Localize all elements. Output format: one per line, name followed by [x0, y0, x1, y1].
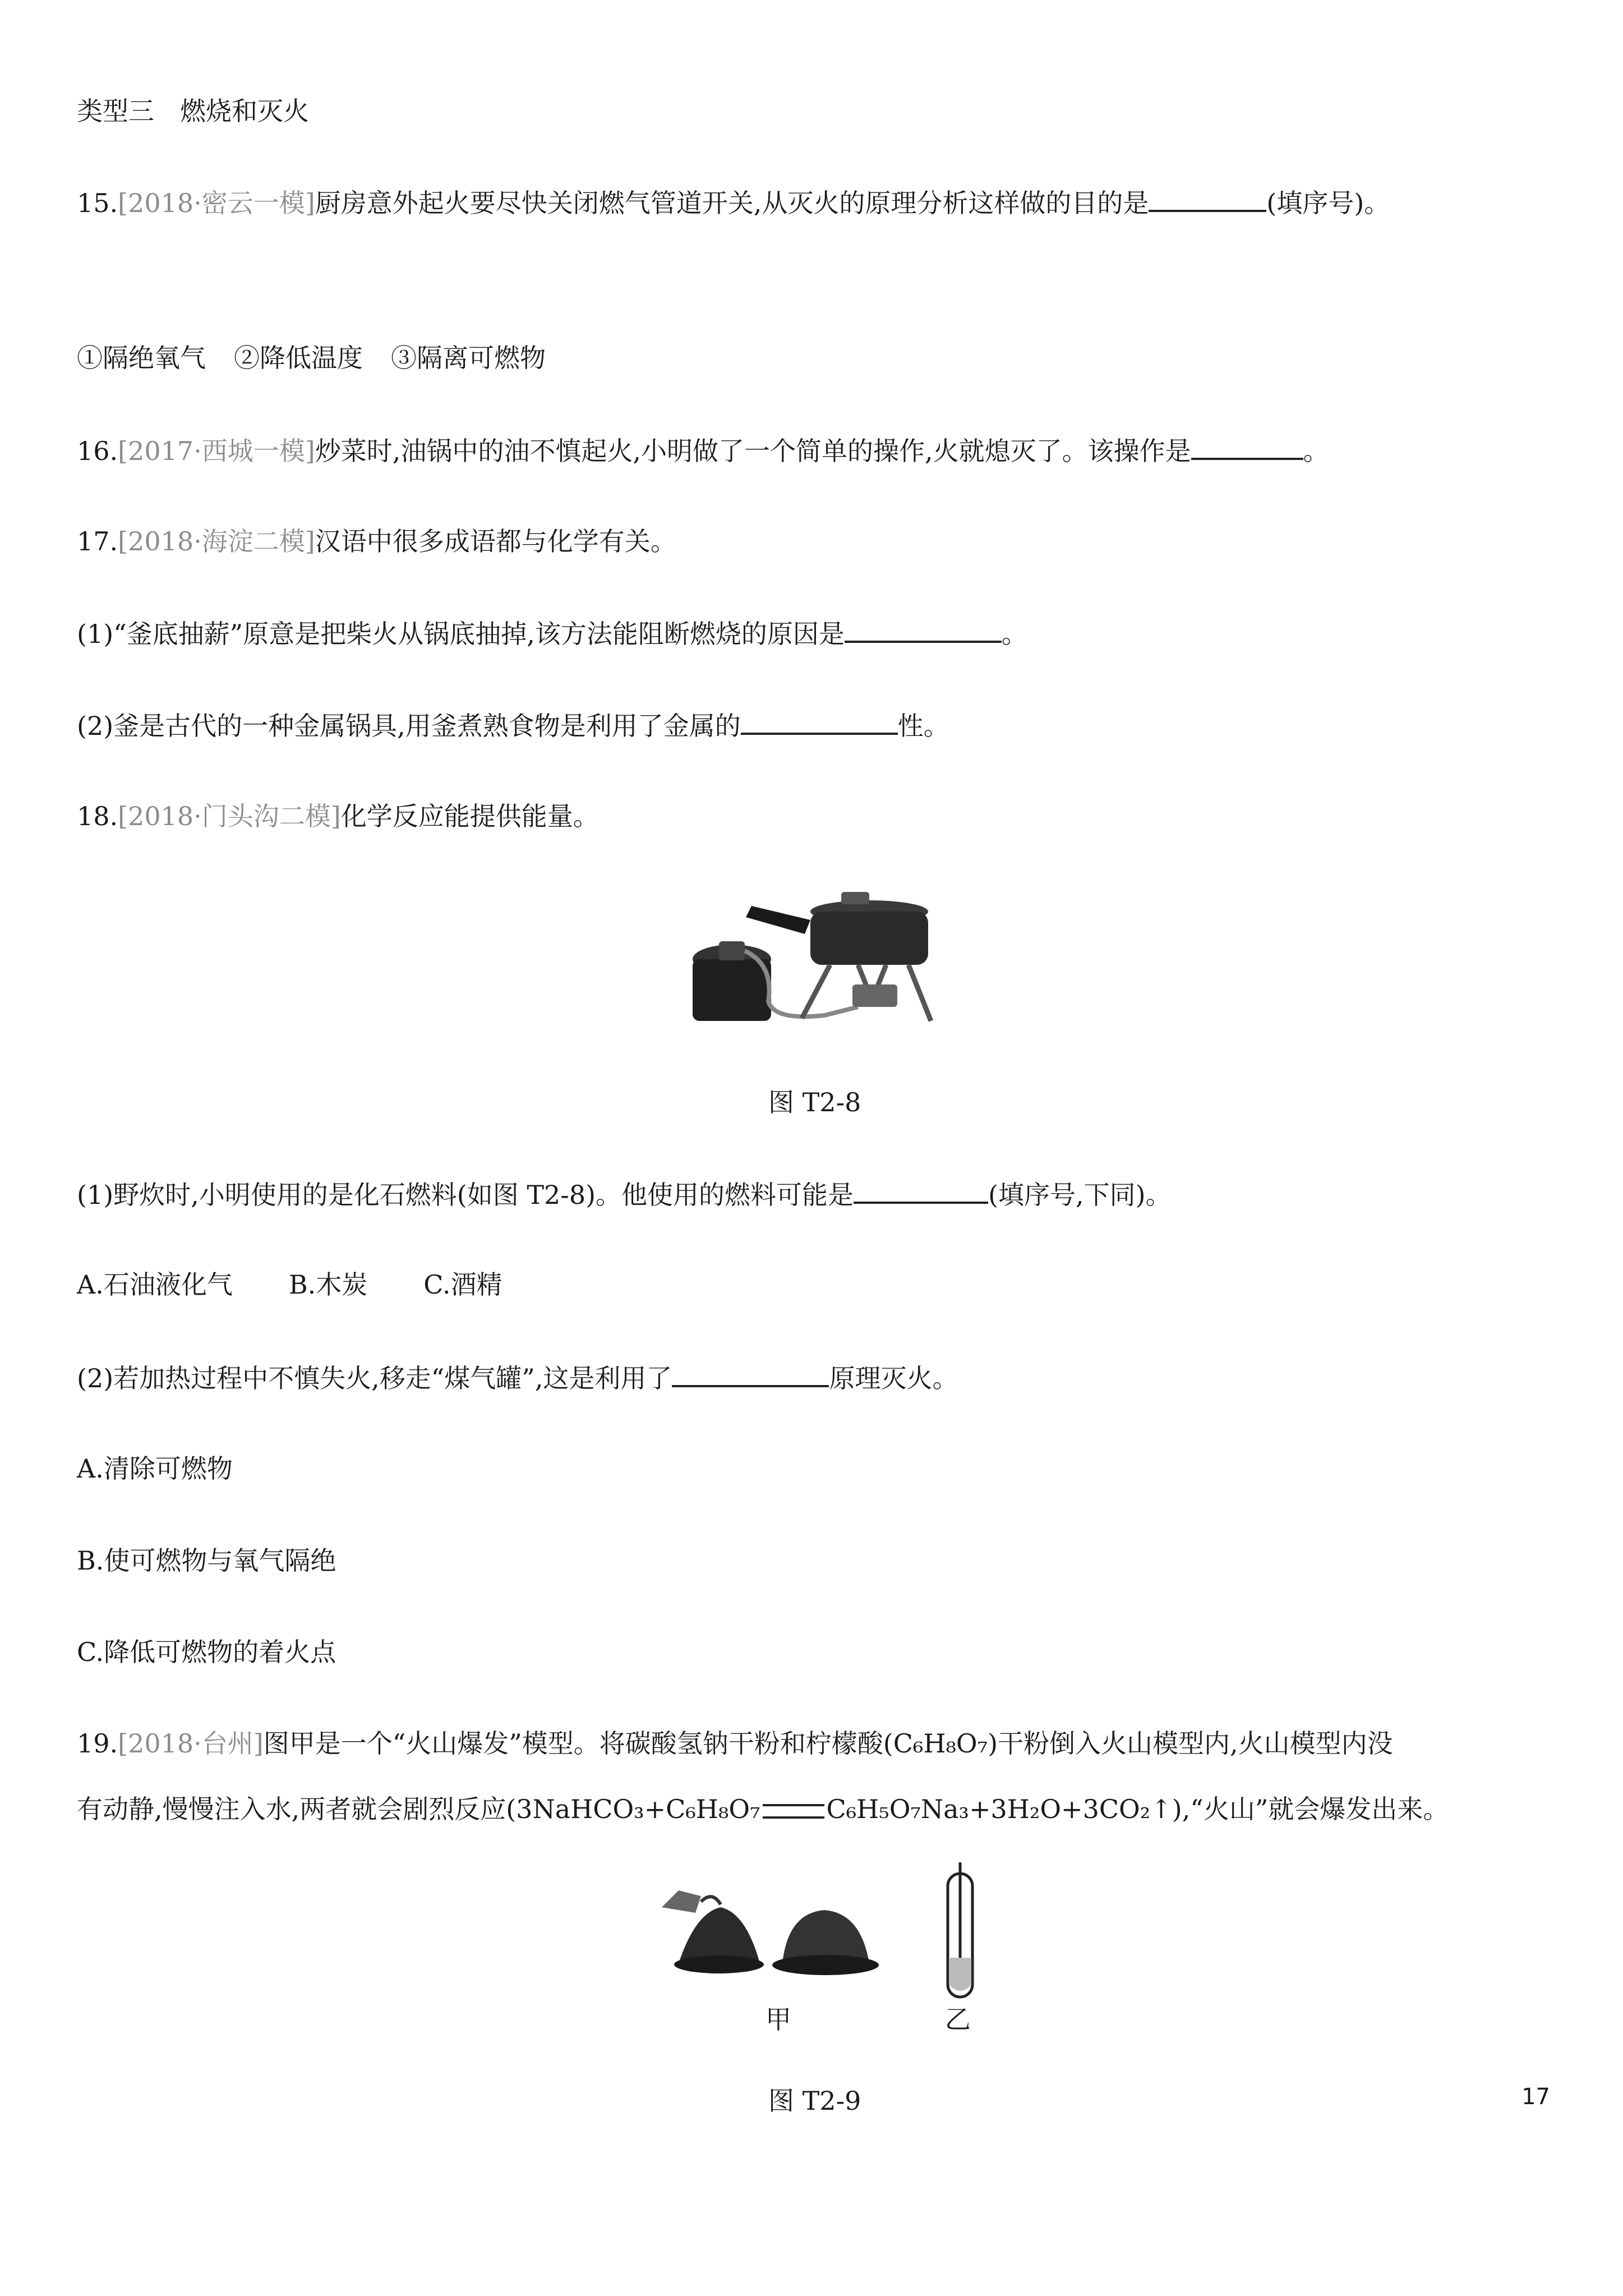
section-title: 类型三 燃烧和灭火 [77, 96, 309, 126]
answer-blank[interactable] [854, 1177, 988, 1204]
question-source: [2018·台州] [118, 1728, 264, 1759]
figure-caption-t2-9: 图 T2-9 [768, 2086, 861, 2116]
part-text-tail: 。 [1001, 619, 1027, 649]
question-number: 17. [77, 526, 118, 556]
question-text: 炒菜时,油锅中的油不慎起火,小明做了一个简单的操作,火就熄灭了。该操作是 [315, 436, 1191, 466]
page-number: 17 [1521, 2084, 1550, 2110]
question-number: 16. [77, 436, 118, 466]
option-3: ③隔离可燃物 [391, 343, 546, 373]
answer-blank[interactable] [1149, 185, 1266, 212]
burner [852, 984, 897, 1007]
question-text: 图甲是一个“火山爆发”模型。将碳酸氢钠干粉和柠檬酸(C₆H₈O₇)干粉倒入火山模型内,火山模型内没 [263, 1728, 1393, 1759]
part-text-tail: (填序号,下同)。 [988, 1180, 1172, 1210]
canister-valve [719, 941, 745, 960]
question-stem: 汉语中很多成语都与化学有关。 [315, 526, 676, 556]
equals-sign [763, 1804, 824, 1819]
equation-left: 3NaHCO₃+C₆H₈O₇ [516, 1794, 760, 1824]
question-source: [2018·海淀二模] [118, 526, 315, 556]
gas-canister [693, 959, 771, 1021]
answer-blank[interactable] [741, 708, 898, 735]
option-1: ①隔绝氧气 [77, 343, 206, 373]
question-19-line-2 [77, 1792, 1449, 1826]
q18-part-2-option-a: A.清除可燃物 [77, 1453, 233, 1484]
question-text-tail: (填序号)。 [1266, 188, 1390, 218]
option-2: ②降低温度 [234, 343, 363, 373]
pot-lid-handle [841, 892, 869, 904]
volcano-model-left [679, 1907, 760, 1963]
volcano-base-right [772, 1955, 879, 1975]
question-18 [77, 799, 599, 833]
question-number: 15. [77, 188, 118, 218]
q15-options [77, 341, 546, 375]
question-source: [2017·西城一模] [118, 436, 315, 466]
label-jia: 甲 [766, 2004, 791, 2035]
answer-blank[interactable] [672, 1360, 829, 1387]
question-16 [77, 433, 1329, 468]
part-text: (1)“釜底抽薪”原意是把柴火从锅底抽掉,该方法能阻断燃烧的原因是 [77, 619, 845, 649]
part-text: (2)若加热过程中不慎失火,移走“煤气罐”,这是利用了 [77, 1363, 672, 1393]
pouring-bottle [662, 1890, 701, 1913]
q17-part-2 [77, 708, 949, 743]
q18-part-2-option-c: C.降低可燃物的着火点 [77, 1637, 336, 1667]
question-text-tail: ),“火山”就会爆发出来。 [1172, 1794, 1449, 1824]
figure-caption-t2-8: 图 T2-8 [768, 1087, 861, 1117]
q17-part-1 [77, 616, 1027, 651]
volcano-model-figure [656, 1862, 993, 2031]
part-text: (1)野炊时,小明使用的是化石燃料(如图 T2-8)。他使用的燃料可能是 [77, 1180, 854, 1210]
pouring-stream [701, 1897, 721, 1904]
option-a: A.石油液化气 [77, 1269, 233, 1300]
question-number: 18. [77, 801, 118, 831]
question-source: [2018·密云一模] [118, 188, 315, 218]
q18-part-1-options [77, 1268, 502, 1301]
question-text-tail: 。 [1303, 436, 1329, 466]
question-19-line-1 [77, 1727, 1393, 1760]
question-17 [77, 524, 676, 558]
question-source: [2018·门头沟二模] [118, 801, 341, 831]
q18-part-2 [77, 1360, 958, 1395]
option-c: C.酒精 [423, 1269, 502, 1300]
tube-liquid [949, 1958, 971, 1991]
answer-blank[interactable] [845, 616, 1002, 643]
question-15 [77, 185, 1390, 220]
pot-body [810, 912, 928, 965]
part-text-tail: 性。 [897, 711, 949, 741]
answer-blank[interactable] [1191, 433, 1303, 460]
equation-right: C₆H₅O₇Na₃+3H₂O+3CO₂↑ [826, 1794, 1172, 1824]
pot-handle [746, 906, 810, 934]
question-number: 19. [77, 1728, 118, 1759]
q18-part-1 [77, 1177, 1172, 1212]
volcano-base-left [674, 1955, 764, 1973]
question-text: 厨房意外起火要尽快关闭燃气管道开关,从灭火的原理分析这样做的目的是 [315, 188, 1149, 218]
label-yi: 乙 [945, 2004, 971, 2035]
option-b: B.木炭 [288, 1269, 368, 1300]
question-stem: 化学反应能提供能量。 [340, 801, 599, 831]
camping-stove-figure [690, 881, 953, 1032]
question-text: 有动静,慢慢注入水,两者就会剧烈反应( [77, 1794, 517, 1824]
part-text-tail: 原理灭火。 [829, 1363, 958, 1393]
part-text: (2)釜是古代的一种金属锅具,用釜煮熟食物是利用了金属的 [77, 711, 741, 741]
q18-part-2-option-b: B.使可燃物与氧气隔绝 [77, 1545, 336, 1576]
